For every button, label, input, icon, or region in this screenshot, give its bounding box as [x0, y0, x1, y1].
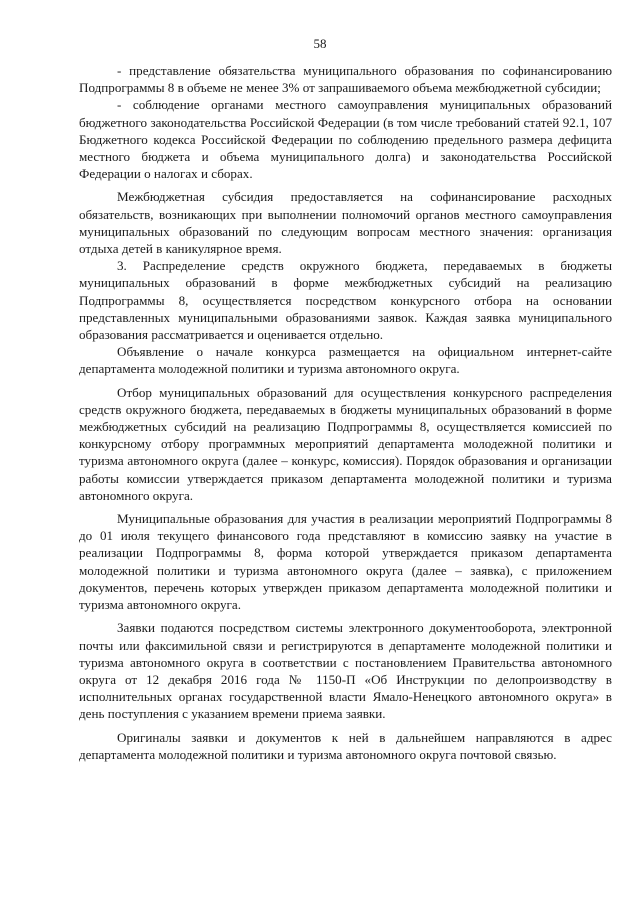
paragraph-originals-by-post: Оригиналы заявки и документов к ней в дальнейшем направляются в адрес департамента молодежной политики и туризма автономного округа почтовой связью. — [79, 729, 612, 762]
paragraph-application-registration: Заявки подаются посредством системы электронного документооборота, электронной почты или факсимильной связи и регистрируются в департаменте молодежной политики и туризма автономного округа в соответствии с постановлением Правительства автономного округа от 12 декабря 2016 года № 1150-П «Об Инструкции по делопроизводству в исполнительных органах государственной власти Ямало-Ненецкого автономного округа» в день поступления с указанием времени приема заявки. — [79, 620, 612, 722]
document-body — [79, 62, 612, 763]
paragraph-selection-commission: Отбор муниципальных образований для осуществления конкурсного распределения средств окружного бюджета, передаваемых в бюджеты муниципальных образований в форме межбюджетных субсидий на реализацию Подпрограммы 8, осуществляется комиссией по конкурсному отбору программных мероприятий департамента молодежной политики и туризма автономного округа (далее – конкурс, комиссия). Порядок образования и организации работы комиссии утверждается приказом департамента молодежной политики и туризма автономного округа. — [79, 384, 612, 503]
paragraph-cofinancing-obligation: - представление обязательства муниципального образования по софинансированию Подпрограммы 8 в объеме не менее 3% от запрашиваемого объема межбюджетной субсидии; — [79, 63, 612, 96]
paragraph-distribution-of-funds: 3. Распределение средств окружного бюджета, передаваемых в бюджеты муниципальных образований в форме межбюджетных субсидий на реализацию Подпрограммы 8, осуществляется посредством конкурсного отбора на основании представленных муниципальными образованиями заявок. Каждая заявка муниципального образования рассматривается и оценивается отдельно. — [79, 258, 612, 343]
paragraph-subsidy-purpose: Межбюджетная субсидия предоставляется на софинансирование расходных обязательств, возникающих при выполнении полномочий органов местного самоуправления муниципальных образований по следующим вопросам местного значения: организация отдыха детей в каникулярное время. — [79, 189, 612, 257]
paragraph-budget-compliance: - соблюдение органами местного самоуправления муниципальных образований бюджетного законодательства Российской Федерации (в том числе требований статей 92.1, 107 Бюджетного кодекса Российской Федерации по соблюдению предельного размера дефицита местного бюджета и объема муниципального долга) и законодательства Российской Федерации о налогах и сборах. — [79, 97, 612, 182]
paragraph-contest-announcement: Объявление о начале конкурса размещается на официальном интернет-сайте департамента молодежной политики и туризма автономного округа. — [79, 344, 612, 377]
paragraph-application-submission: Муниципальные образования для участия в реализации мероприятий Подпрограммы 8 до 01 июля текущего финансового года представляют в комиссию заявку на участие в реализации Подпрограммы 8, форма которой утверждается приказом департамента молодежной политики и туризма автономного округа (далее – заявка), с приложением документов, перечень которых утвержден приказом департамента молодежной политики и туризма автономного округа. — [79, 511, 612, 613]
page-number: 58 — [313, 36, 327, 51]
